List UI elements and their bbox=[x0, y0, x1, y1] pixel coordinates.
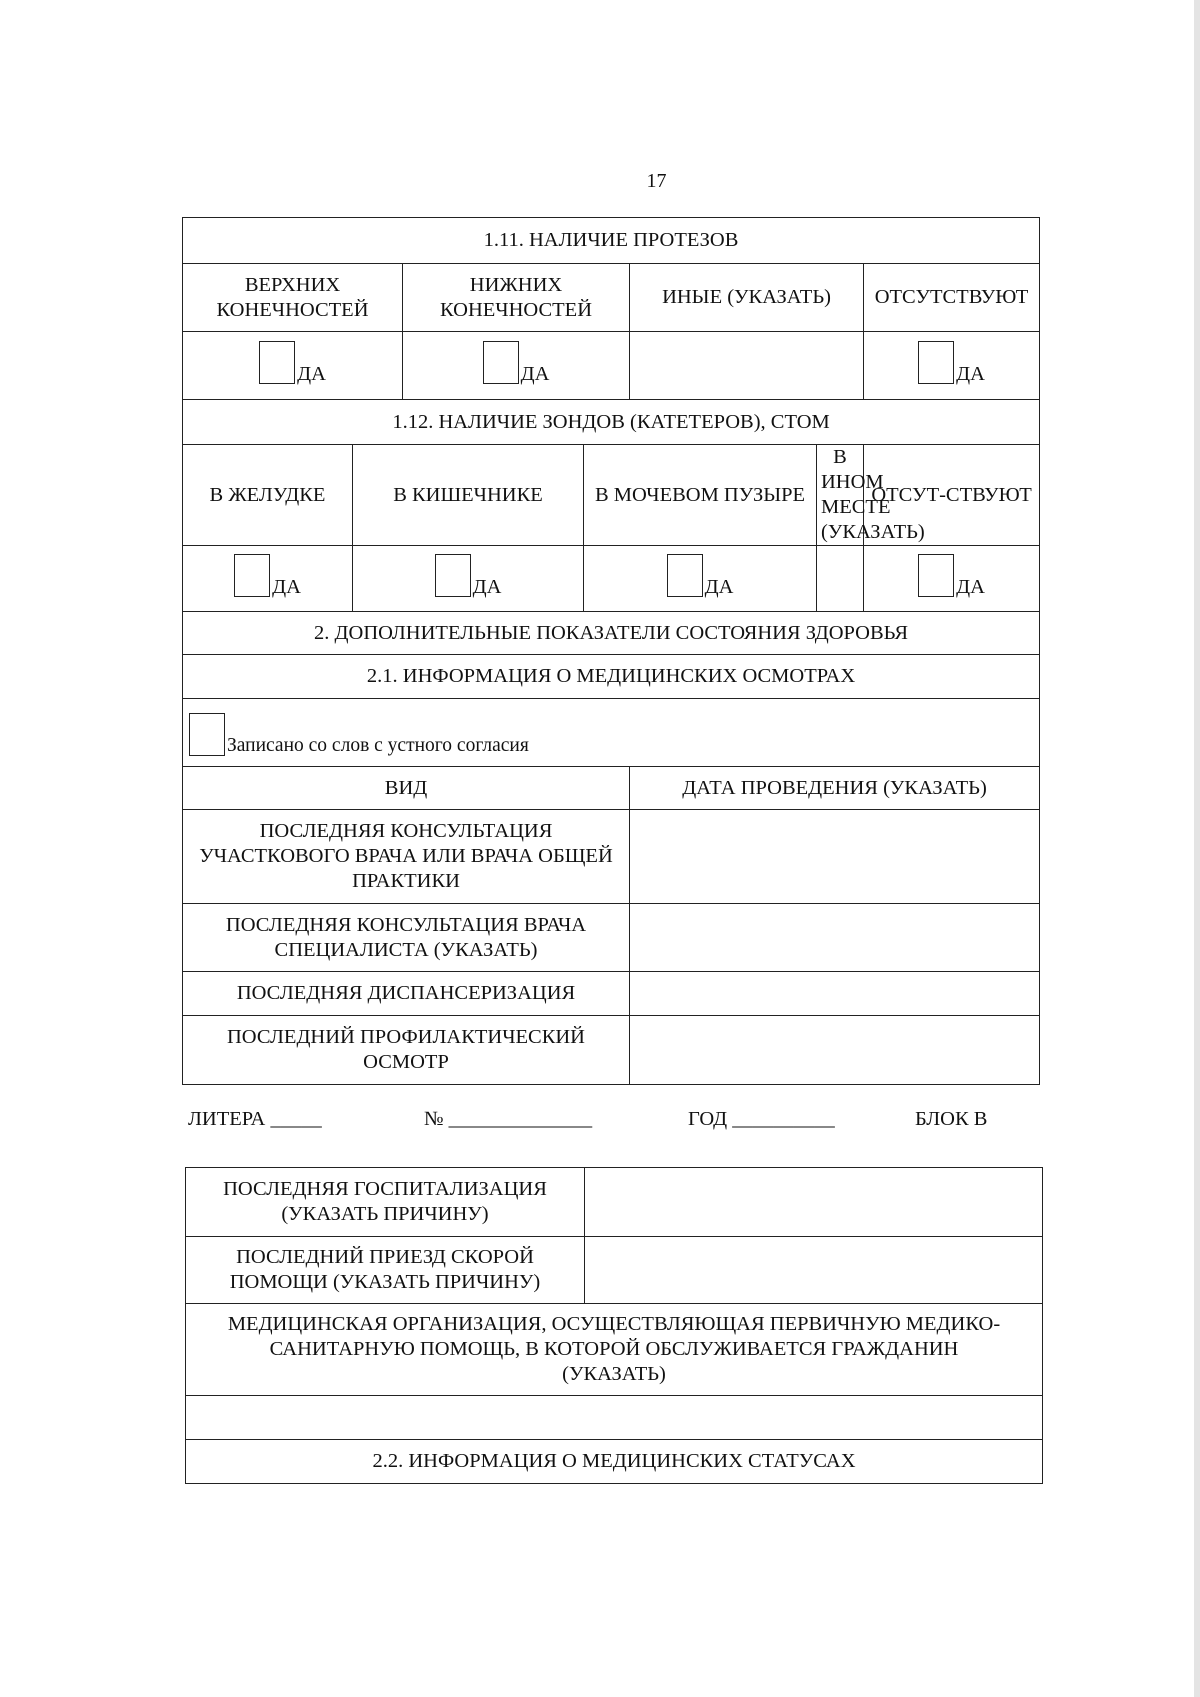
probes-stomach-cell bbox=[183, 546, 353, 612]
exam-date-field[interactable] bbox=[630, 904, 1040, 972]
checkbox-label: ДА bbox=[272, 575, 301, 598]
probes-col-bladder: В МОЧЕВОМ ПУЗЫРЕ bbox=[584, 445, 817, 546]
organization-label: МЕДИЦИНСКАЯ ОРГАНИЗАЦИЯ, ОСУЩЕСТВЛЯЮЩАЯ ПЕРВИЧНУЮ МЕДИКО-САНИТАРНУЮ ПОМОЩЬ, В КОТОРОЙ ОБСЛУЖИВАЕТСЯ ГРАЖДАНИН (УКАЗАТЬ) bbox=[186, 1304, 1043, 1396]
hospitalization-label: ПОСЛЕДНЯЯ ГОСПИТАЛИЗАЦИЯ (УКАЗАТЬ ПРИЧИНУ) bbox=[186, 1168, 585, 1237]
consent-cell bbox=[183, 699, 1040, 767]
probes-col-stomach: В ЖЕЛУДКЕ bbox=[183, 445, 353, 546]
prostheses-upper-checkbox[interactable] bbox=[259, 341, 295, 384]
page-edge bbox=[1194, 0, 1200, 1697]
checkbox-label: ДА bbox=[297, 362, 326, 385]
probes-absent-checkbox[interactable] bbox=[918, 554, 954, 597]
prostheses-other-field[interactable] bbox=[630, 332, 864, 400]
prostheses-col-upper: ВЕРХНИХ КОНЕЧНОСТЕЙ bbox=[183, 264, 403, 332]
hospitalization-table bbox=[185, 1167, 1043, 1484]
prostheses-title: 1.11. НАЛИЧИЕ ПРОТЕЗОВ bbox=[183, 218, 1040, 264]
prostheses-absent-cell bbox=[864, 332, 1040, 400]
probes-col-absent: ОТСУТ-СТВУЮТ bbox=[864, 445, 1040, 546]
probes-title: 1.12. НАЛИЧИЕ ЗОНДОВ (КАТЕТЕРОВ), СТОМ bbox=[183, 400, 1040, 445]
litera-field[interactable]: ЛИТЕРА _____ bbox=[188, 1108, 322, 1130]
identification-line bbox=[0, 1108, 1200, 1138]
probes-intestine-cell bbox=[353, 546, 584, 612]
exam-row-label: ПОСЛЕДНИЙ ПРОФИЛАКТИЧЕСКИЙ ОСМОТР bbox=[183, 1016, 630, 1085]
probes-col-other: В ИНОМ МЕСТЕ (УКАЗАТЬ) bbox=[817, 445, 864, 546]
exam-row-label: ПОСЛЕДНЯЯ КОНСУЛЬТАЦИЯ ВРАЧА СПЕЦИАЛИСТА (УКАЗАТЬ) bbox=[183, 904, 630, 972]
probes-absent-cell bbox=[864, 546, 1040, 612]
probes-stomach-checkbox[interactable] bbox=[234, 554, 270, 597]
consent-label: Записано со слов с устного согласия bbox=[227, 735, 529, 756]
exam-header-date: ДАТА ПРОВЕДЕНИЯ (УКАЗАТЬ) bbox=[630, 767, 1040, 810]
prostheses-col-absent: ОТСУТСТВУЮТ bbox=[864, 264, 1040, 332]
probes-intestine-checkbox[interactable] bbox=[435, 554, 471, 597]
prostheses-col-lower: НИЖНИХ КОНЕЧНОСТЕЙ bbox=[403, 264, 630, 332]
prostheses-lower-cell bbox=[403, 332, 630, 400]
section2-subtitle: 2.1. ИНФОРМАЦИЯ О МЕДИЦИНСКИХ ОСМОТРАХ bbox=[183, 655, 1040, 699]
prostheses-absent-checkbox[interactable] bbox=[918, 341, 954, 384]
probes-bladder-cell bbox=[584, 546, 817, 612]
checkbox-label: ДА bbox=[472, 575, 502, 598]
year-field[interactable]: ГОД __________ bbox=[688, 1108, 835, 1130]
prostheses-upper-cell bbox=[183, 332, 403, 400]
page-number: 17 bbox=[646, 170, 667, 192]
exam-header-type: ВИД bbox=[183, 767, 630, 810]
exam-date-field[interactable] bbox=[630, 972, 1040, 1016]
exam-row-label: ПОСЛЕДНЯЯ ДИСПАНСЕРИЗАЦИЯ bbox=[183, 972, 630, 1016]
probes-other-field[interactable] bbox=[817, 546, 864, 612]
checkbox-label: ДА bbox=[704, 575, 734, 598]
ambulance-field[interactable] bbox=[585, 1237, 1043, 1304]
health-form-table bbox=[182, 217, 1040, 1085]
probes-bladder-checkbox[interactable] bbox=[667, 554, 703, 597]
section2-title: 2. ДОПОЛНИТЕЛЬНЫЕ ПОКАЗАТЕЛИ СОСТОЯНИЯ ЗДОРОВЬЯ bbox=[183, 612, 1040, 655]
exam-date-field[interactable] bbox=[630, 810, 1040, 904]
prostheses-col-other: ИНЫЕ (УКАЗАТЬ) bbox=[630, 264, 864, 332]
checkbox-label: ДА bbox=[956, 575, 985, 598]
probes-col-intestine: В КИШЕЧНИКЕ bbox=[353, 445, 584, 546]
number-field[interactable]: № ______________ bbox=[424, 1108, 593, 1130]
exam-date-field[interactable] bbox=[630, 1016, 1040, 1085]
status-section-title: 2.2. ИНФОРМАЦИЯ О МЕДИЦИНСКИХ СТАТУСАХ bbox=[186, 1440, 1043, 1484]
block-label: БЛОК В bbox=[915, 1108, 988, 1130]
ambulance-label: ПОСЛЕДНИЙ ПРИЕЗД СКОРОЙ ПОМОЩИ (УКАЗАТЬ ПРИЧИНУ) bbox=[186, 1237, 585, 1304]
organization-field[interactable] bbox=[186, 1396, 1043, 1440]
checkbox-label: ДА bbox=[956, 362, 985, 385]
prostheses-lower-checkbox[interactable] bbox=[483, 341, 519, 384]
exam-row-label: ПОСЛЕДНЯЯ КОНСУЛЬТАЦИЯ УЧАСТКОВОГО ВРАЧА ИЛИ ВРАЧА ОБЩЕЙ ПРАКТИКИ bbox=[183, 810, 630, 904]
consent-checkbox[interactable] bbox=[189, 713, 225, 756]
hospitalization-field[interactable] bbox=[585, 1168, 1043, 1237]
checkbox-label: ДА bbox=[520, 362, 550, 385]
